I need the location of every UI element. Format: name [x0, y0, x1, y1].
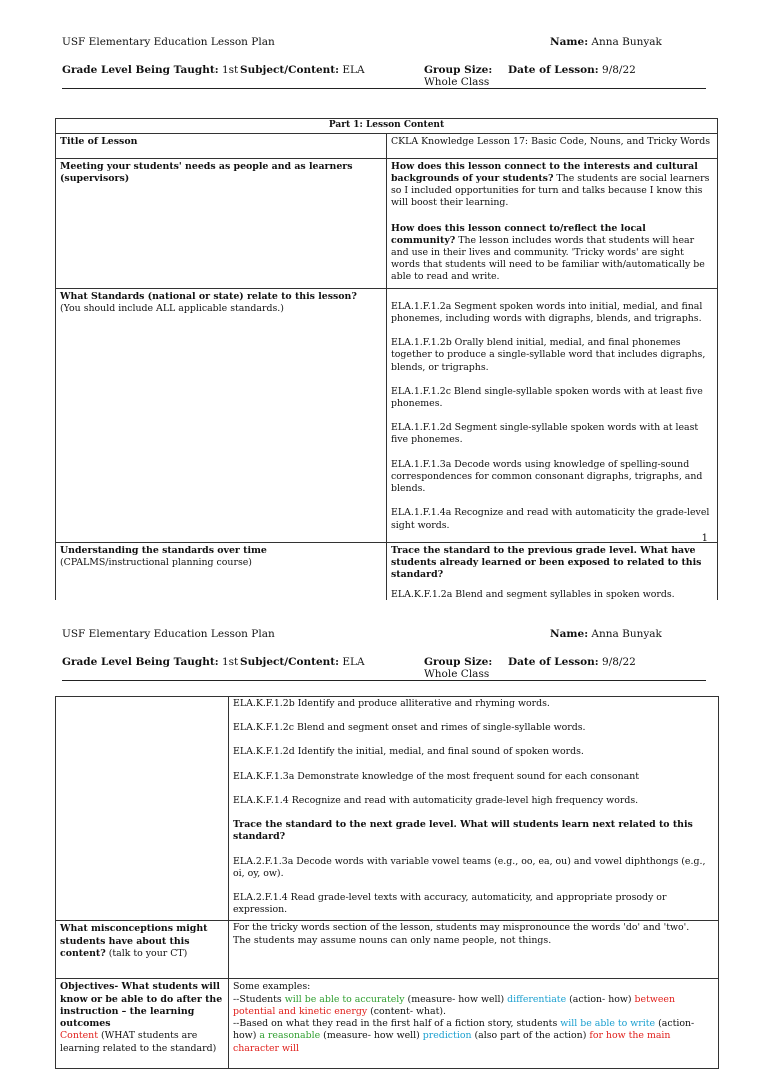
trace-next-question: Trace the standard to the next grade level. What will students learn next related to this standard? — [233, 819, 693, 843]
standard-item: ELA.2.F.1.3a Decode words with variable vowel teams (e.g., oo, ea, ou) and vowel diphthongs (e.g., oi, oy, ow). — [233, 855, 706, 879]
group-size: Group Size: Whole Class — [424, 656, 493, 681]
page-number: 1 — [701, 533, 708, 544]
header-divider — [62, 680, 706, 681]
standard-item: ELA.K.F.1.2c Blend and segment onset and rimes of single-syllable words. — [233, 722, 586, 734]
grade-level: Grade Level Being Taught: 1st — [62, 656, 239, 668]
standard-item: ELA.1.F.1.3a Decode words using knowledge of spelling-sound correspondences for common consonant digraphs, trigraphs, and blends. — [391, 458, 703, 495]
understanding-answer: Trace the standard to the previous grade level. What have students already learned or been exposed to related to this standard? ELA.K.F.1.2a Blend and segment syllables in spoken words. — [387, 542, 718, 606]
group-size: Group Size: Whole Class — [424, 64, 493, 89]
subject-content: Subject/Content: ELA — [240, 64, 365, 76]
standard-item: ELA.K.F.1.4 Recognize and read with automaticity grade-level high frequency words. — [233, 794, 639, 806]
standard-item: ELA.1.F.1.2d Segment single-syllable spoken words with at least five phonemes. — [391, 422, 699, 446]
example-1: --Students will be able to accurately (measure- how well) differentiate (action- how) between potential and kinetic energy (content- what). — [233, 993, 676, 1017]
standard-item: ELA.K.F.1.3a Demonstrate knowledge of the most frequent sound for each consonant — [233, 770, 640, 782]
school-title: USF Elementary Education Lesson Plan — [62, 36, 275, 48]
lesson-date: Date of Lesson: 9/8/22 — [508, 64, 636, 76]
lesson-content-table-continued — [55, 696, 719, 1069]
title-value: CKLA Knowledge Lesson 17: Basic Code, Nouns, and Tricky Words — [387, 133, 718, 158]
objectives-label: Objectives- What students will know or be able to do after the instruction – the learning outcomes Content (WHAT students are learning related to the standard) — [56, 979, 229, 1069]
header-divider — [62, 88, 706, 89]
standard-item: ELA.1.F.1.4a Recognize and read with automaticity the grade-level sight words. — [391, 507, 710, 531]
document-page-2 — [0, 600, 768, 1054]
standard-item: ELA.1.F.1.2b Orally blend initial, medial, and final phonemes together to produce a single-syllable word that includes digraphs, blends, or trigraphs. — [391, 337, 706, 373]
page-header — [62, 628, 706, 684]
standard-item: ELA.K.F.1.2d Identify the initial, medial, and final sound of spoken words. — [233, 746, 584, 758]
standards-trace — [229, 697, 719, 921]
teacher-name: Name: Anna Bunyak — [550, 36, 662, 48]
page-header — [62, 36, 706, 92]
title-label: Title of Lesson — [56, 133, 387, 158]
example-2: --Based on what they read in the first half of a fiction story, students will be able to write (action- how) a reasonable (measure- how well) prediction (also part of the action) for how the main character will — [233, 1018, 695, 1054]
lesson-content-table — [55, 118, 718, 607]
teacher-name: Name: Anna Bunyak — [550, 628, 662, 640]
understanding-label: Understanding the standards over time (CPALMS/instructional planning course) — [56, 542, 387, 606]
standard-item: ELA.K.F.1.2b Identify and produce alliterative and rhyming words. — [233, 698, 550, 709]
standard-item: ELA.1.F.1.2a Segment spoken words into initial, medial, and final phonemes, including words with digraphs, blends, and trigraphs. — [391, 300, 703, 324]
misconceptions-answer: For the tricky words section of the lesson, students may mispronounce the words 'do' and 'two'. The students may assume nouns can only name people, not things. — [229, 921, 719, 979]
objectives-examples: Some examples: --Students will be able to accurately (measure- how well) differentiate (action- how) between potential and kinetic energy (content- what). --Based on what they read in the first half of a fiction story, students will be able to write (action- how) a reasonable (measure- how well) prediction (also part of the action) for how the main character will — [229, 979, 719, 1069]
meeting-needs-label: Meeting your students' needs as people and as learners (supervisors) — [56, 158, 387, 288]
grade-level: Grade Level Being Taught: 1st — [62, 64, 239, 76]
meeting-needs-answer: How does this lesson connect to the interests and cultural backgrounds of your students? The students are social learners so I included opportunities for turn and talks because I know this will boost their learning. How does this lesson connect to/reflect the local community? The lesson includes words that students will hear and use in their lives and community. 'Tricky words' are sight words that students will need to be familiar with/automatically be able to read and write. — [387, 158, 718, 288]
lesson-date: Date of Lesson: 9/8/22 — [508, 656, 636, 668]
subject-content: Subject/Content: ELA — [240, 656, 365, 668]
standard-item: ELA.1.F.1.2c Blend single-syllable spoken words with at least five phonemes. — [391, 385, 703, 409]
understanding-label-continued — [56, 697, 229, 921]
standards-list — [387, 288, 718, 542]
school-title: USF Elementary Education Lesson Plan — [62, 628, 275, 640]
misconceptions-label: What misconceptions might students have about this content? (talk to your CT) — [56, 921, 229, 979]
part-title: Part 1: Lesson Content — [56, 119, 718, 134]
standard-item: ELA.2.F.1.4 Read grade-level texts with accuracy, automaticity, and appropriate prosody or expression. — [233, 891, 667, 916]
standards-label: What Standards (national or state) relate to this lesson? (You should include ALL applicable standards.) — [56, 288, 387, 542]
